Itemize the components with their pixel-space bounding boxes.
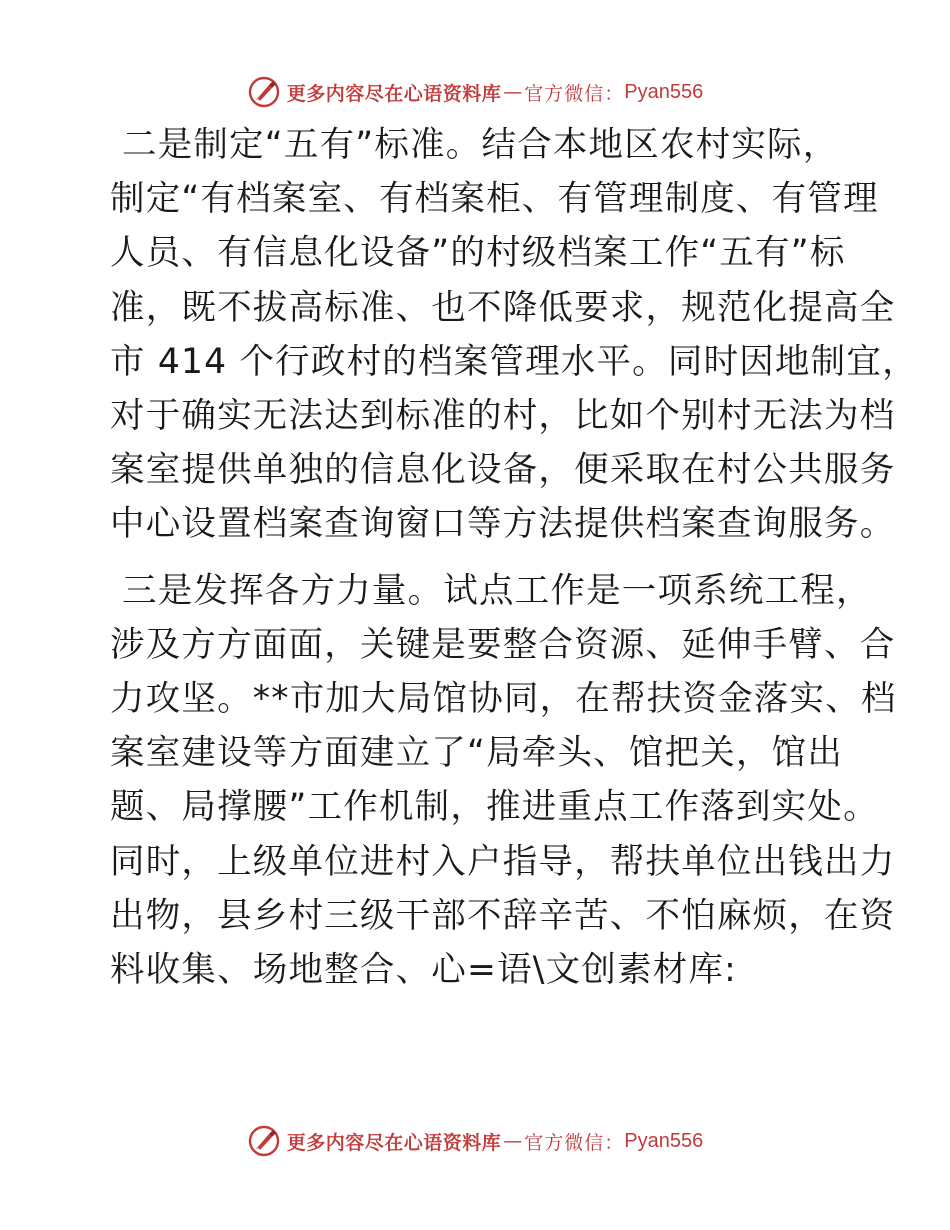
text-line: 题、局撑腰”工作机制，推进重点工作落到实处。 xyxy=(110,787,879,828)
text-line: 制定“有档案室、有档案柜、有管理制度、有管理 xyxy=(110,179,879,220)
document-body xyxy=(98,118,918,997)
watermark-official-label: 官方微信： xyxy=(524,82,625,105)
watermark-dash: — xyxy=(503,1130,523,1152)
watermark-banner-bottom xyxy=(0,1121,950,1161)
text-line: 中心设置档案查询窗口等方法提供档案查询服务。 xyxy=(110,504,896,545)
text-line: 同时，上级单位进村入户指导，帮扶单位出钱出力 xyxy=(110,841,896,882)
pen-logo-icon xyxy=(247,1124,281,1158)
text-line: 出物，县乡村三级干部不辞辛苦、不怕麻烦，在资 xyxy=(110,895,896,936)
text-line: 三是发挥各方力量。试点工作是一项系统工程， xyxy=(122,570,872,611)
watermark-brand: 更多内容尽在心语资料库 xyxy=(286,1131,502,1154)
text-line: 案室建设等方面建立了“局牵头、馆把关，馆出 xyxy=(110,733,844,774)
paragraph-2 xyxy=(98,118,918,552)
text-line: 力攻坚。**市加大局馆协同，在帮扶资金落实、档 xyxy=(110,679,897,720)
watermark-dash: — xyxy=(503,81,523,103)
watermark-wechat-id: Pyan556 xyxy=(624,80,704,103)
text-line: 人员、有信息化设备”的村级档案工作“五有”标 xyxy=(110,233,846,274)
paragraph-3 xyxy=(98,564,897,998)
text-line: 对于确实无法达到标准的村，比如个别村无法为档 xyxy=(110,396,896,437)
pen-logo-icon xyxy=(247,75,281,109)
text-line: 市 414 个行政村的档案管理水平。同时因地制宜， xyxy=(110,341,918,382)
text-line: 涉及方方面面，关键是要整合资源、延伸手臂、合 xyxy=(110,624,896,665)
watermark-official-label: 官方微信： xyxy=(524,1131,625,1154)
text-line: 案室提供单独的信息化设备，便采取在村公共服务 xyxy=(110,450,896,491)
text-line: 料收集、场地整合、心=语\文创素材库: xyxy=(110,950,737,991)
text-line: 准，既不拔高标准、也不降低要求，规范化提高全 xyxy=(110,287,896,328)
watermark-banner-top xyxy=(0,72,950,112)
watermark-brand: 更多内容尽在心语资料库 xyxy=(286,82,502,105)
text-line: 二是制定“五有”标准。结合本地区农村实际， xyxy=(122,125,839,165)
watermark-wechat-id: Pyan556 xyxy=(624,1129,704,1152)
